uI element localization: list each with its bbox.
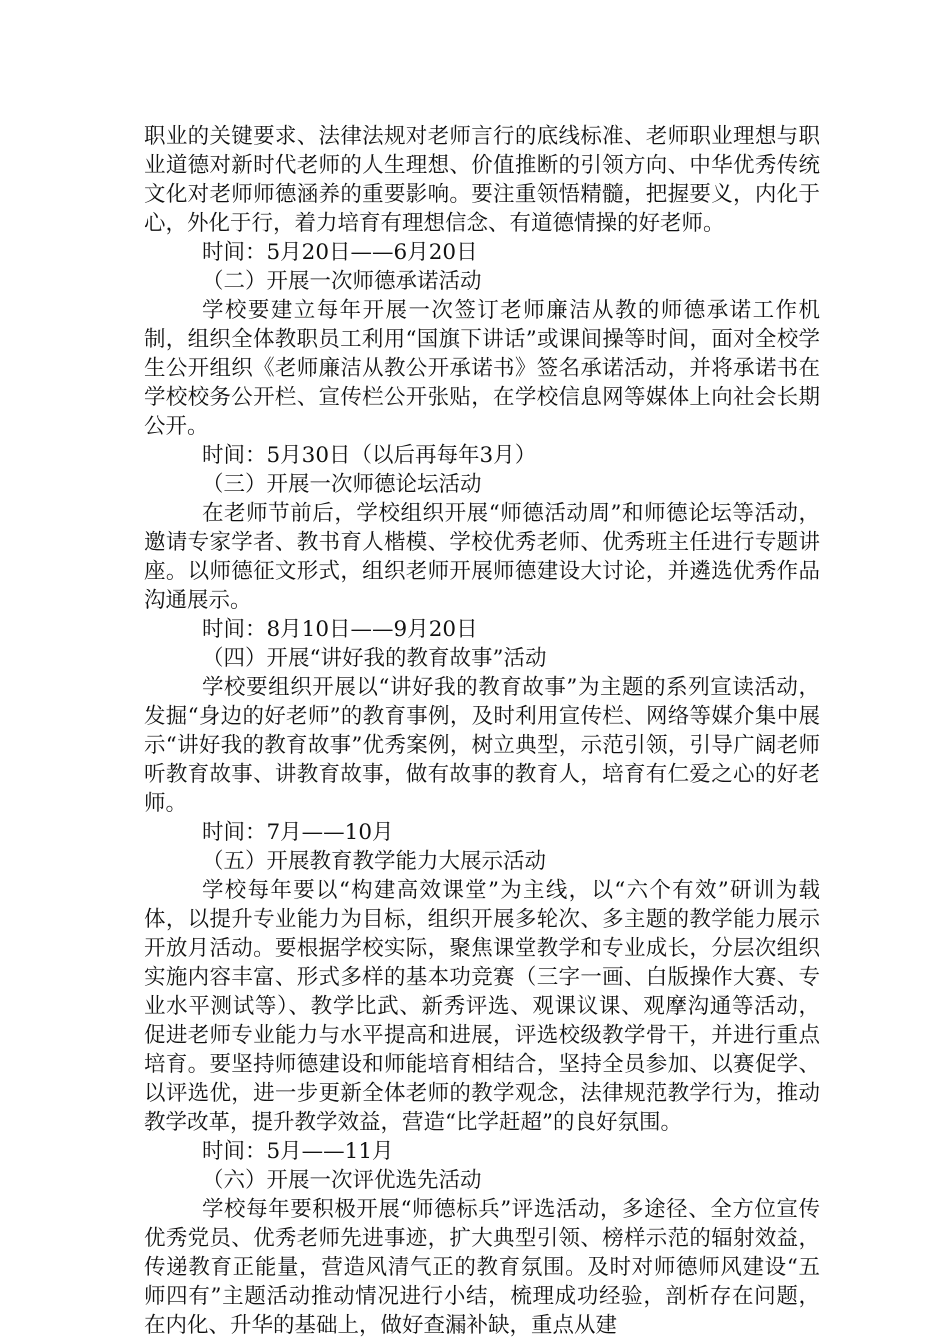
time-line: 时间：5月20日——6月20日 bbox=[202, 240, 478, 265]
paragraph: 学校要建立每年开展一次签订老师廉洁从教的师德承诺工作机制，组织全体教职员工利用“国旗下讲话”或课间操等时间，面对全校学生公开组织《老师廉洁从教公开承诺书》签名承诺活动，并将承诺书在学校校务公开栏、宣传栏公开张贴，在学校信息网等媒体上向社会长期公开。 bbox=[144, 298, 820, 439]
section-heading-3: （三）开展一次师德论坛活动 bbox=[202, 472, 482, 497]
section-heading-6: （六）开展一次评优选先活动 bbox=[202, 1168, 482, 1193]
paragraph: 在老师节前后，学校组织开展“师德活动周”和师德论坛等活动，邀请专家学者、教书育人楷模、学校优秀老师、优秀班主任进行专题讲座。以师德征文形式，组织老师开展师德建设大讨论，并遴选优秀作品沟通展示。 bbox=[144, 501, 820, 613]
section-heading-2: （二）开展一次师德承诺活动 bbox=[202, 269, 482, 294]
section-heading-5: （五）开展教育教学能力大展示活动 bbox=[202, 849, 547, 874]
section-heading-4: （四）开展“讲好我的教育故事”活动 bbox=[202, 646, 547, 671]
time-line: 时间：5月——11月 bbox=[202, 1139, 394, 1164]
time-line: 时间：7月——10月 bbox=[202, 820, 394, 845]
document-body bbox=[144, 122, 820, 1340]
paragraph: 学校每年要以“构建高效课堂”为主线，以“六个有效”研训为载体，以提升专业能力为目标，组织开展多轮次、多主题的教学能力展示开放月活动。要根据学校实际，聚焦课堂教学和专业成长，分层次组织实施内容丰富、形式多样的基本功竞赛（三字一画、白版操作大赛、专业水平测试等）、教学比武、新秀评选、观课议课、观摩沟通等活动，促进老师专业能力与水平提高和进展，评选校级教学骨干，并进行重点培育。要坚持师德建设和师能培育相结合，坚持全员参加、以赛促学、以评选优，进一步更新全体老师的教学观念，法律规范教学行为，推动教学改革，提升教学效益，营造“比学赶超”的良好氛围。 bbox=[144, 878, 820, 1135]
time-line: 时间：8月10日——9月20日 bbox=[202, 617, 478, 642]
paragraph: 学校每年要积极开展“师德标兵”评选活动，多途径、全方位宣传优秀党员、优秀老师先进事迹，扩大典型引领、榜样示范的辐射效益，传递教育正能量，营造风清气正的教育氛围。及时对师德师风建设“五师四有”主题活动推动情况进行小结，梳理成功经验，剖析存在问题，在内化、升华的基础上，做好查漏补缺，重点从建 bbox=[144, 1197, 820, 1338]
paragraph: 学校要组织开展以“讲好我的教育故事”为主题的系列宣读活动，发掘“身边的好老师”的教育事例，及时利用宣传栏、网络等媒介集中展示“讲好我的教育故事”优秀案例，树立典型，示范引领，引导广阔老师听教育故事、讲教育故事，做有故事的教育人，培育有仁爱之心的好老师。 bbox=[144, 675, 820, 816]
paragraph-continued: 职业的关键要求、法律法规对老师言行的底线标准、老师职业理想与职业道德对新时代老师的人生理想、价值推断的引领方向、中华优秀传统文化对老师师德涵养的重要影响。要注重领悟精髓，把握要义，内化于心，外化于行，着力培育有理想信念、有道德情操的好老师。 bbox=[144, 124, 820, 236]
time-line: 时间：5月30日（以后再每年3月） bbox=[202, 443, 537, 468]
